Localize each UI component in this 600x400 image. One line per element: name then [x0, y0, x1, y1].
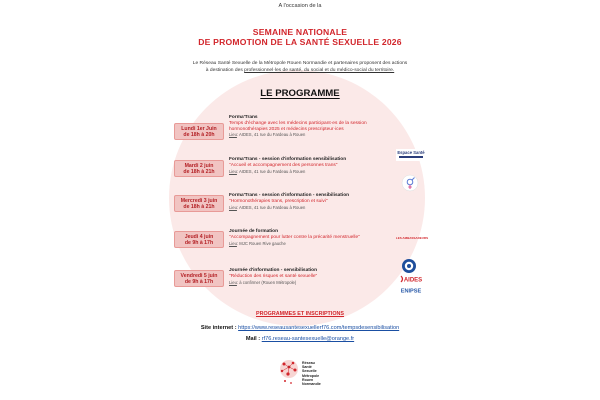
intro-audience: professionnel·les de santé, du social et du médico-social du territoire. [244, 67, 395, 73]
event-3 [229, 193, 389, 210]
event-desc: "Accueil et accompagnement des personnes trans" [229, 162, 338, 168]
occasion-text: A l'occasion de la [278, 3, 322, 9]
event-head: Journée d'information - sensibilisation [229, 268, 318, 273]
intro-text [0, 61, 600, 74]
title-line-1: SEMAINE NATIONALE [252, 27, 348, 37]
event-2 [229, 157, 389, 174]
event-place: : AIDES, 41 rue du Fardeau à Rouen [236, 132, 306, 138]
event-date-1 [174, 123, 224, 140]
event-5 [229, 268, 389, 285]
event-day: Mardi 2 juin [184, 162, 214, 169]
logo-3-text: ENIPSE [400, 288, 422, 294]
logo-2-text: AIDES [403, 277, 423, 284]
logo-4-text: LES AMBASSADEURS [395, 236, 429, 240]
event-place-label: Lieu [229, 168, 237, 174]
partner-badge-icon [401, 258, 417, 274]
event-time: de 18h à 20h [183, 132, 215, 139]
event-place-label: Lieu [229, 204, 237, 210]
intro-line-1: Le Réseau Santé Sexuelle de la Métropole Rouen Normandie et partenaires proposent des actions [192, 61, 408, 66]
event-desc: "Accompagnement pour lutter contre la précarité menstruelle" [229, 234, 360, 240]
event-place-label: Lieu [229, 132, 237, 138]
org-line: Santé [302, 365, 312, 370]
event-day: Mercredi 3 juin [180, 197, 218, 204]
org-line: Réseau [302, 361, 315, 365]
org-line: Sexuelle [302, 369, 317, 374]
event-place-label: Lieu [229, 240, 237, 246]
site-link[interactable]: https://www.reseausantesexuellerf76.com/tempsdesensibilisation [238, 325, 400, 331]
enipse-logo [398, 286, 424, 294]
event-desc: "Réduction des risques et santé sexuelle" [229, 273, 318, 279]
programmes-link[interactable]: PROGRAMMES ET INSCRIPTIONS [255, 311, 345, 317]
event-day: Lundi 1er Juin [181, 125, 217, 132]
org-line: Normandie [302, 382, 321, 387]
org-line: Rouen [302, 377, 314, 382]
event-head: Forma'Trans - session d'information - sensibilisation [229, 193, 350, 198]
aides-logo [398, 274, 424, 284]
org-line: Métropole [302, 373, 320, 378]
ambassadeurs-logo [394, 233, 430, 243]
event-head: Forma'Trans - session d'information sensibilisation [229, 157, 347, 162]
intro-line-2: à destination des [205, 67, 243, 73]
event-date-4 [174, 231, 224, 248]
event-time: de 9h à 17h [184, 240, 214, 247]
event-place: : AIDES, 41 rue du Fardeau à Rouen [236, 168, 306, 174]
event-time: de 9h à 17h [184, 279, 214, 286]
logo-1-text: Espace Santé [397, 150, 425, 155]
site-line [0, 325, 600, 331]
event-1 [229, 115, 389, 138]
title-line-2: DE PROMOTION DE LA SANTÉ SEXUELLE 2026 [198, 37, 402, 47]
reseau-logo-text [302, 361, 321, 386]
page-title [0, 27, 600, 47]
event-head: Forma'Trans [229, 115, 258, 120]
event-time: de 18h à 21h [183, 169, 215, 176]
event-day: Vendredi 5 juin [180, 272, 218, 279]
event-place: : AIDES, 41 rue du Fardeau à Rouen [236, 204, 306, 210]
event-place-label: Lieu [229, 279, 237, 285]
espace-sante-logo [396, 148, 426, 162]
event-day: Jeudi 4 juin [184, 233, 214, 240]
programme-title: LE PROGRAMME [260, 88, 340, 99]
event-4 [229, 229, 389, 246]
site-label: Site internet : [200, 325, 237, 331]
event-place: : MJC Rouen Rive gauche [236, 240, 286, 246]
event-date-2 [174, 160, 224, 177]
mail-label: Mail : [245, 336, 261, 342]
event-time: de 18h à 21h [183, 204, 215, 211]
mail-link[interactable]: rf76.reseau-santesexuelle@orange.fr [261, 336, 355, 342]
event-date-5 [174, 270, 224, 287]
event-desc: Temps d'échange avec les médecins participant·es de la session hormonothérapies 2025 et médecins prescripteur·ices [229, 120, 367, 132]
mail-line [0, 336, 600, 342]
event-head: Journée de formation [229, 229, 279, 234]
event-date-3 [174, 195, 224, 212]
trans-symbol-icon [401, 174, 419, 192]
event-desc: "Hormonothérapies trans, prescription et suivi" [229, 198, 328, 204]
event-place: : à confirmer (Rouen Métropole) [236, 279, 297, 285]
